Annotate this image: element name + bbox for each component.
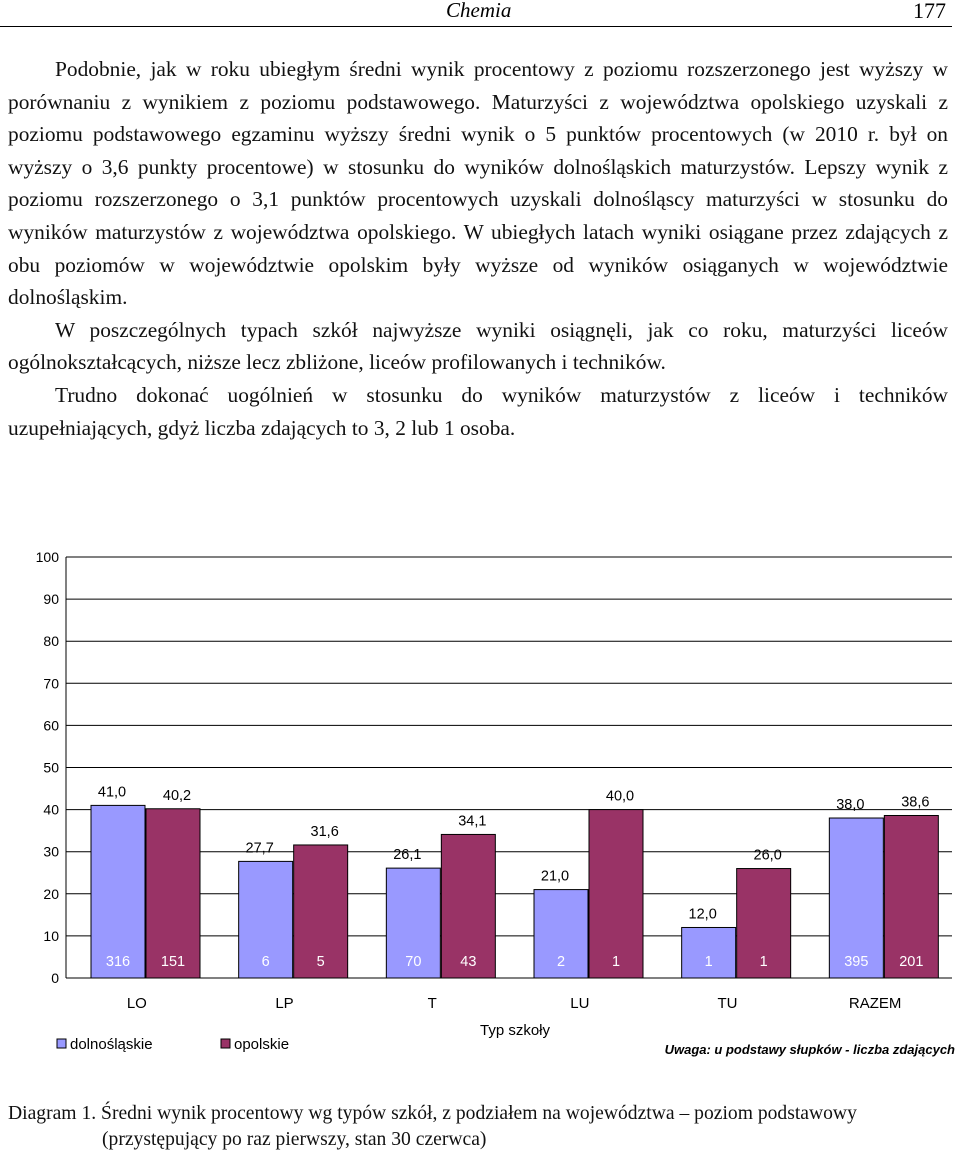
paragraph-1: Podobnie, jak w roku ubiegłym średni wynik procentowy z poziomu rozszerzonego jest wyższy w porównaniu z wynikiem z poziomu podstawowego. Maturzyści z województwa opolskiego uzyskali z poziomu podstawowego egzaminu wyższy średni wynik o 5 punktów procentowych (w 2010 r. był on wyższy o 3,6 punkty procentowe) w stosunku do wyników dolnośląskich maturzystów. Lepszy wynik z poziomu rozszerzonego o 3,1 punktów procentowych uzyskali dolnośląscy maturzyści w stosunku do wyników maturzystów z województwa opolskiego. W ubiegłych latach wyniki osiągane przez zdających z obu poziomów w województwie opolskim były wyższe od wyników osiąganych w województwie dolnośląskim.: [8, 57, 948, 310]
running-title: Chemia: [446, 0, 512, 22]
y-tick-label: 60: [43, 717, 59, 734]
page-number: 177: [913, 0, 946, 23]
x-axis-title: Typ szkoły: [479, 1022, 551, 1039]
y-tick-label: 70: [43, 675, 59, 692]
paragraph-2: W poszczególnych typach szkół najwyższe wyniki osiągnęli, jak co roku, maturzyści liceów ogólnokształcących, niższe lecz zbliżone, liceów profilowanych i techników.: [8, 317, 948, 375]
bar: [682, 927, 736, 978]
bar: [91, 805, 145, 978]
y-tick-label: 100: [35, 549, 59, 565]
x-tick-label: T: [427, 995, 437, 1012]
x-tick-label: LO: [126, 995, 147, 1012]
y-tick-label: 20: [43, 885, 59, 902]
y-tick-label: 90: [43, 591, 59, 608]
data-label: 12,0: [688, 906, 717, 923]
caption-line-2: (przystępujący po raz pierwszy, stan 30 czerwca): [102, 1129, 487, 1150]
data-label: 21,0: [540, 868, 570, 885]
bar-chart: [0, 540, 960, 1080]
figure-caption: [8, 1101, 948, 1153]
x-tick-label: TU: [717, 995, 738, 1012]
bar: [589, 810, 643, 978]
count-label: 43: [460, 954, 477, 970]
data-label: 27,7: [245, 840, 274, 857]
data-label: 40,2: [162, 787, 192, 804]
data-label: 26,0: [753, 847, 782, 864]
count-label: 70: [405, 954, 422, 970]
data-label: 34,1: [458, 813, 487, 830]
count-label: 1: [611, 954, 621, 970]
caption-line-1: Diagram 1. Średni wynik procentowy wg typów szkół, z podziałem na województwa – poziom podstawowy: [8, 1103, 857, 1124]
data-label: 38,6: [901, 794, 930, 811]
page-header: [0, 0, 952, 27]
data-label: 31,6: [310, 823, 339, 840]
count-label: 2: [556, 954, 566, 970]
body-text: [8, 53, 948, 444]
y-tick-label: 50: [43, 759, 59, 776]
y-tick-label: 10: [43, 927, 59, 944]
y-tick-label: 40: [43, 801, 59, 818]
count-label: 1: [704, 954, 713, 970]
x-tick-label: LU: [570, 995, 590, 1012]
y-tick-label: 30: [43, 843, 59, 860]
legend-swatch: [57, 1039, 66, 1048]
count-label: 5: [316, 954, 325, 970]
data-label: 26,1: [393, 847, 422, 864]
data-label: 40,0: [605, 788, 635, 805]
data-label: 41,0: [97, 784, 127, 801]
paragraph-3: Trudno dokonać uogólnień w stosunku do wyników maturzystów z liceów i techników uzupełniających, gdyż liczba zdających to 3, 2 lub 1 osoba.: [8, 382, 948, 440]
y-tick-label: 80: [43, 633, 59, 650]
count-label: 395: [844, 954, 869, 970]
legend-label: dolnośląskie: [70, 1036, 153, 1053]
chart-note: Uwaga: u podstawy słupków - liczba zdających: [664, 1042, 955, 1057]
x-tick-label: RAZEM: [848, 995, 902, 1012]
count-label: 316: [105, 954, 131, 970]
legend-label: opolskie: [234, 1036, 290, 1053]
legend-swatch: [221, 1039, 230, 1048]
count-label: 6: [261, 954, 270, 970]
count-label: 151: [160, 954, 186, 970]
y-tick-label: 0: [51, 970, 59, 986]
count-label: 1: [759, 954, 768, 970]
bar: [146, 809, 200, 978]
data-label: 38,0: [836, 797, 865, 814]
x-tick-label: LP: [275, 995, 294, 1012]
count-label: 201: [899, 954, 924, 970]
